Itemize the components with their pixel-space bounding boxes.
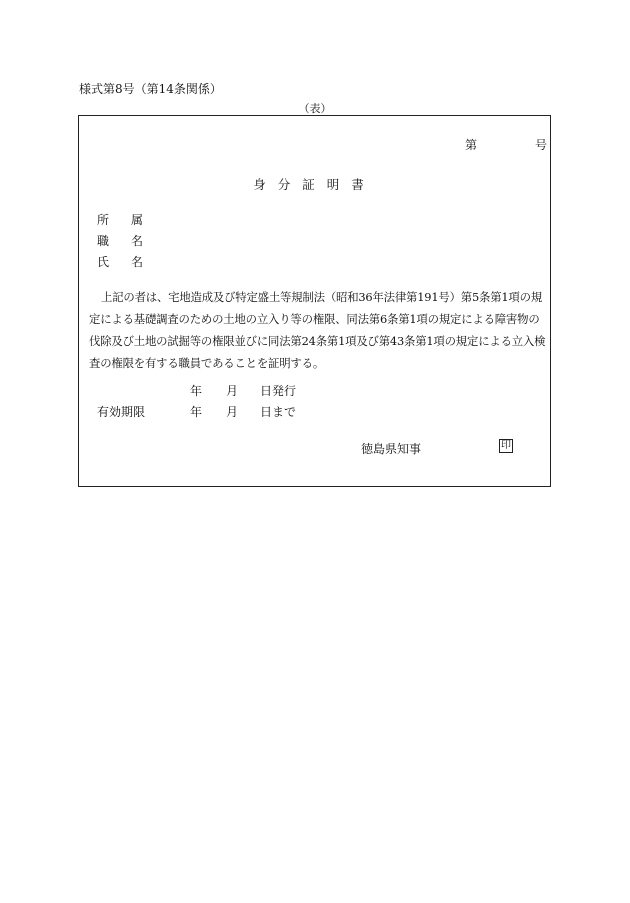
issue-day-label: 日発行 <box>260 384 297 398</box>
expiry-month-label: 月 <box>226 405 239 419</box>
field-position <box>97 232 143 249</box>
certificate-title: 身分証明書 <box>253 177 376 192</box>
expiry-year-label: 年 <box>190 405 203 419</box>
field-name <box>97 253 143 270</box>
expiry-day-label: 日まで <box>260 405 297 419</box>
field-label-char: 名 <box>131 234 144 248</box>
issue-year-label: 年 <box>190 384 203 398</box>
seal-mark: 印 <box>501 440 511 451</box>
form-number-label: 様式第8号（第14条関係） <box>79 82 222 96</box>
expiry-label: 有効期限 <box>97 405 146 419</box>
certificate-number-prefix: 第 <box>465 138 478 152</box>
field-label-char: 職 <box>97 234 110 248</box>
field-label-char: 属 <box>131 213 144 227</box>
issuer-name: 徳島県知事 <box>361 442 422 456</box>
field-label-char: 氏 <box>97 255 110 269</box>
field-label-char: 名 <box>131 255 144 269</box>
field-affiliation <box>97 211 143 228</box>
side-label: （表） <box>298 102 332 115</box>
certificate-number-suffix: 号 <box>535 138 548 152</box>
certificate-body-text: 上記の者は、宅地造成及び特定盛土等規制法（昭和36年法律第191号）第5条第1項の規定による基礎調査のための土地の立入り等の権限、同法第6条第1項の規定による障害物の伐除及び土地の試掘等の権限並びに同法第24条第1項及び第43条第1項の規定による立入検査の権限を有する職員であることを証明する。 <box>89 290 546 370</box>
identity-certificate <box>78 115 551 487</box>
field-label-char: 所 <box>97 213 110 227</box>
issue-month-label: 月 <box>226 384 239 398</box>
